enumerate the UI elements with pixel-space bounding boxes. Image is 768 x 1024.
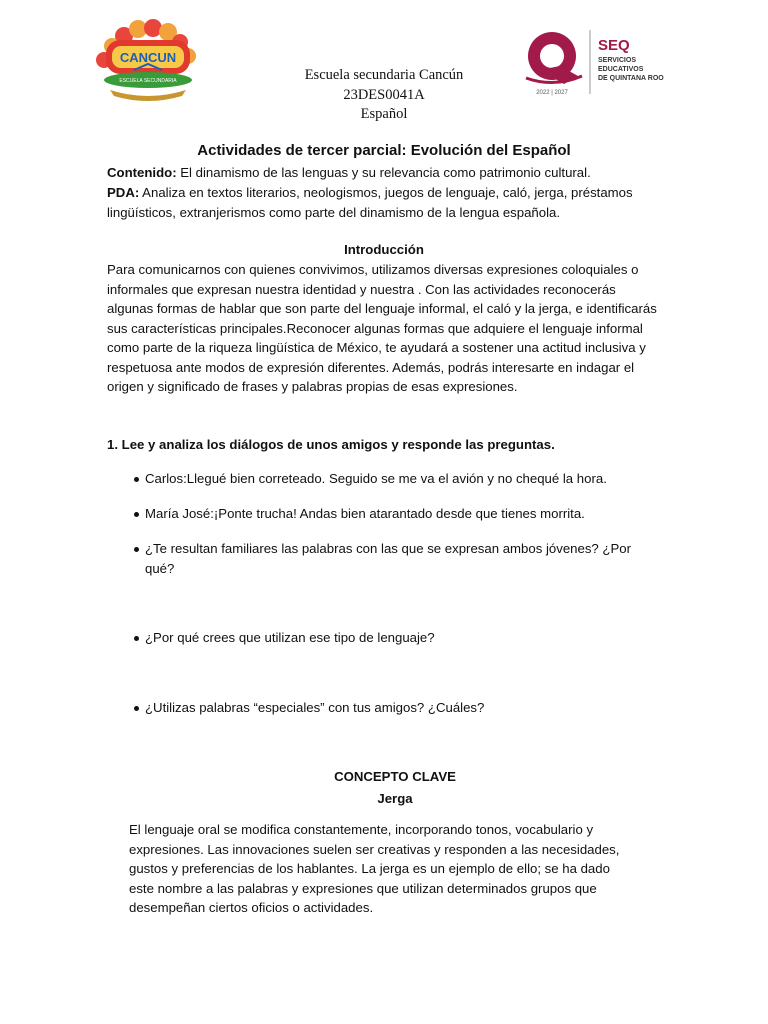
concepto-body: El lenguaje oral se modifica constantemente, incorporando tonos, vocabulario y expresiones. Las innovaciones suelen ser creativas y responden a las necesidades, gustos y preferencias de los hablantes. La jerga es un ejemplo de ello; se ha dado este nombre a las palabras y expresiones que utilizan determinados grupos que desempeñan ciertos oficios o actividades.: [129, 822, 620, 915]
list-item-text: María José:¡Ponte trucha! Andas bien atarantado desde que tienes morrita.: [145, 506, 585, 521]
list-item: [145, 628, 665, 648]
bullet-icon: [134, 706, 139, 711]
pda-paragraph: [107, 183, 667, 222]
seq-logo-line-3: DE QUINTANA ROO: [598, 75, 664, 82]
seq-logo-line-1: SERVICIOS: [598, 57, 636, 64]
school-logo-subtext: ESCUELA SECUNDARIA: [119, 78, 177, 84]
seq-logo-title: SEQ: [598, 37, 630, 54]
school-logo: [90, 16, 202, 102]
activity-heading: 1. Lee y analiza los diálogos de unos amigos y responde las preguntas.: [107, 437, 555, 452]
list-item: [145, 469, 665, 489]
school-name-block: [234, 66, 534, 125]
bullet-icon: [134, 636, 139, 641]
subject-name: Español: [360, 106, 408, 122]
list-item-text: ¿Utilizas palabras “especiales” con tus amigos? ¿Cuáles?: [145, 700, 485, 715]
list-item: [145, 698, 665, 718]
concepto-heading: CONCEPTO CLAVE: [334, 769, 456, 784]
introduccion-body: Para comunicarnos con quienes convivimos, utilizamos diversas expresiones coloquiales o informales que expresan nuestra identidad y nuestra . Con las actividades reconocerás algunas formas de hablar que son parte del lenguaje informal, el caló y la jerga, e identificarás sus características principales.Reconocer algunas formas que adquiere el lenguaje informal como parte de la riqueza lingüística de México, te ayudará a sostener una actitud inclusiva y respetuosa ante modos de expresión diferentes. Además, podrás interesarte en indagar el origen y significado de frases y palabras propias de esas expresiones.: [107, 262, 657, 394]
seq-logo-years: 2022 | 2027: [536, 90, 568, 96]
concepto-subheading: Jerga: [377, 791, 413, 806]
school-code: 23DES0041A: [343, 86, 425, 103]
list-item: [145, 504, 665, 524]
school-name: Escuela secundaria Cancún: [304, 67, 464, 83]
list-item-text: Carlos:Llegué bien correteado. Seguido se me va el avión y no chequé la hora.: [145, 471, 607, 486]
list-item: [145, 539, 655, 578]
bullet-icon: [134, 512, 139, 517]
contenido-text: El dinamismo de las lenguas y su relevancia como patrimonio cultural.: [176, 165, 591, 180]
seq-logo-line-2: EDUCATIVOS: [598, 66, 644, 73]
school-logo-text: CANCUN: [119, 50, 177, 65]
page-title: Actividades de tercer parcial: Evolución del Español: [197, 142, 571, 159]
bullet-icon: [134, 547, 139, 552]
pda-text: Analiza en textos literarios, neologismos, juegos de lenguaje, caló, jerga, préstamos lingüísticos, extranjerismos como parte del dinamismo de la lengua española.: [107, 185, 633, 220]
bullet-icon: [134, 477, 139, 482]
introduccion-heading: Introducción: [344, 242, 424, 257]
seq-logo: [520, 26, 680, 98]
list-item-text: ¿Por qué crees que utilizan ese tipo de lenguaje?: [145, 630, 435, 645]
contenido-paragraph: [107, 163, 667, 183]
list-item-text: ¿Te resultan familiares las palabras con las que se expresan ambos jóvenes? ¿Por qué?: [145, 541, 631, 576]
contenido-label: Contenido:: [107, 165, 177, 180]
pda-label: PDA:: [107, 185, 140, 200]
